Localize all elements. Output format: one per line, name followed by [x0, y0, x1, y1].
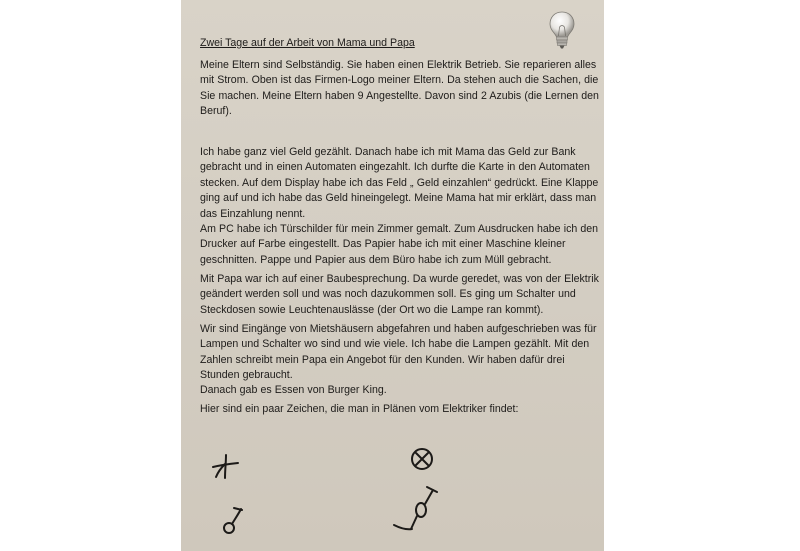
double-switch-symbol-icon	[394, 487, 437, 529]
paper-sheet	[181, 0, 604, 551]
document-title: Zwei Tage auf der Arbeit von Mama und Papa	[200, 37, 415, 49]
light-bulb-icon	[547, 10, 577, 50]
paragraph-meeting: Mit Papa war ich auf einer Baubesprechung. Da wurde geredet, was von der Elektrik geändert werden soll und was noch dazukommen soll. Es ging um Schalter und Steckdosen sowie Leuchtenauslässe (der Ort wo die Lampe ran kommt).	[200, 273, 599, 316]
socket-symbol-icon	[213, 455, 238, 478]
paragraph-pc: Am PC habe ich Türschilder für mein Zimmer gemalt. Zum Ausdrucken habe ich den Drucker auf Farbe eingestellt. Das Papier habe ich mit einer Maschine kleiner geschnitten. Pappe und Papier aus dem Büro habe ich zum Müll gebracht.	[200, 223, 599, 266]
paragraph-food: Danach gab es Essen von Burger King.	[200, 384, 387, 396]
switch-symbol-icon	[224, 508, 242, 533]
paragraph-symbols-intro: Hier sind ein paar Zeichen, die man in Plänen vom Elektriker findet:	[200, 403, 519, 415]
paragraph-bank: Ich habe ganz viel Geld gezählt. Danach habe ich mit Mama das Geld zur Bank gebracht und in einen Automaten eingezahlt. Ich durfte die Karte in den Automaten stecken. Auf dem Display habe ich das Feld „ Geld einzahlen“ gedrückt. Eine Klappe ging auf und ich habe das Geld hineingelegt. Meine Mama hat mir erklärt, dass man das Einzahlung nennt.	[200, 146, 599, 220]
paragraph-intro: Meine Eltern sind Selbständig. Sie haben einen Elektrik Betrieb. Sie reparieren alles mit Strom. Oben ist das Firmen-Logo meiner Eltern. Da stehen auch die Sachen, die Sie machen. Meine Eltern haben 9 Angestellte. Davon sind 2 Azubis (die Lernen den Beruf).	[200, 59, 599, 118]
paragraph-houses: Wir sind Eingänge von Mietshäusern abgefahren und haben aufgeschrieben was für Lampen und Schalter wo sind und wie viele. Ich habe die Lampen gezählt. Mit den Zahlen schreibt mein Papa ein Angebot für den Kunden. Wir haben dafür drei Stunden gebraucht.	[200, 323, 597, 382]
lamp-outlet-symbol-icon	[412, 449, 432, 469]
symbols-drawing	[181, 430, 604, 551]
